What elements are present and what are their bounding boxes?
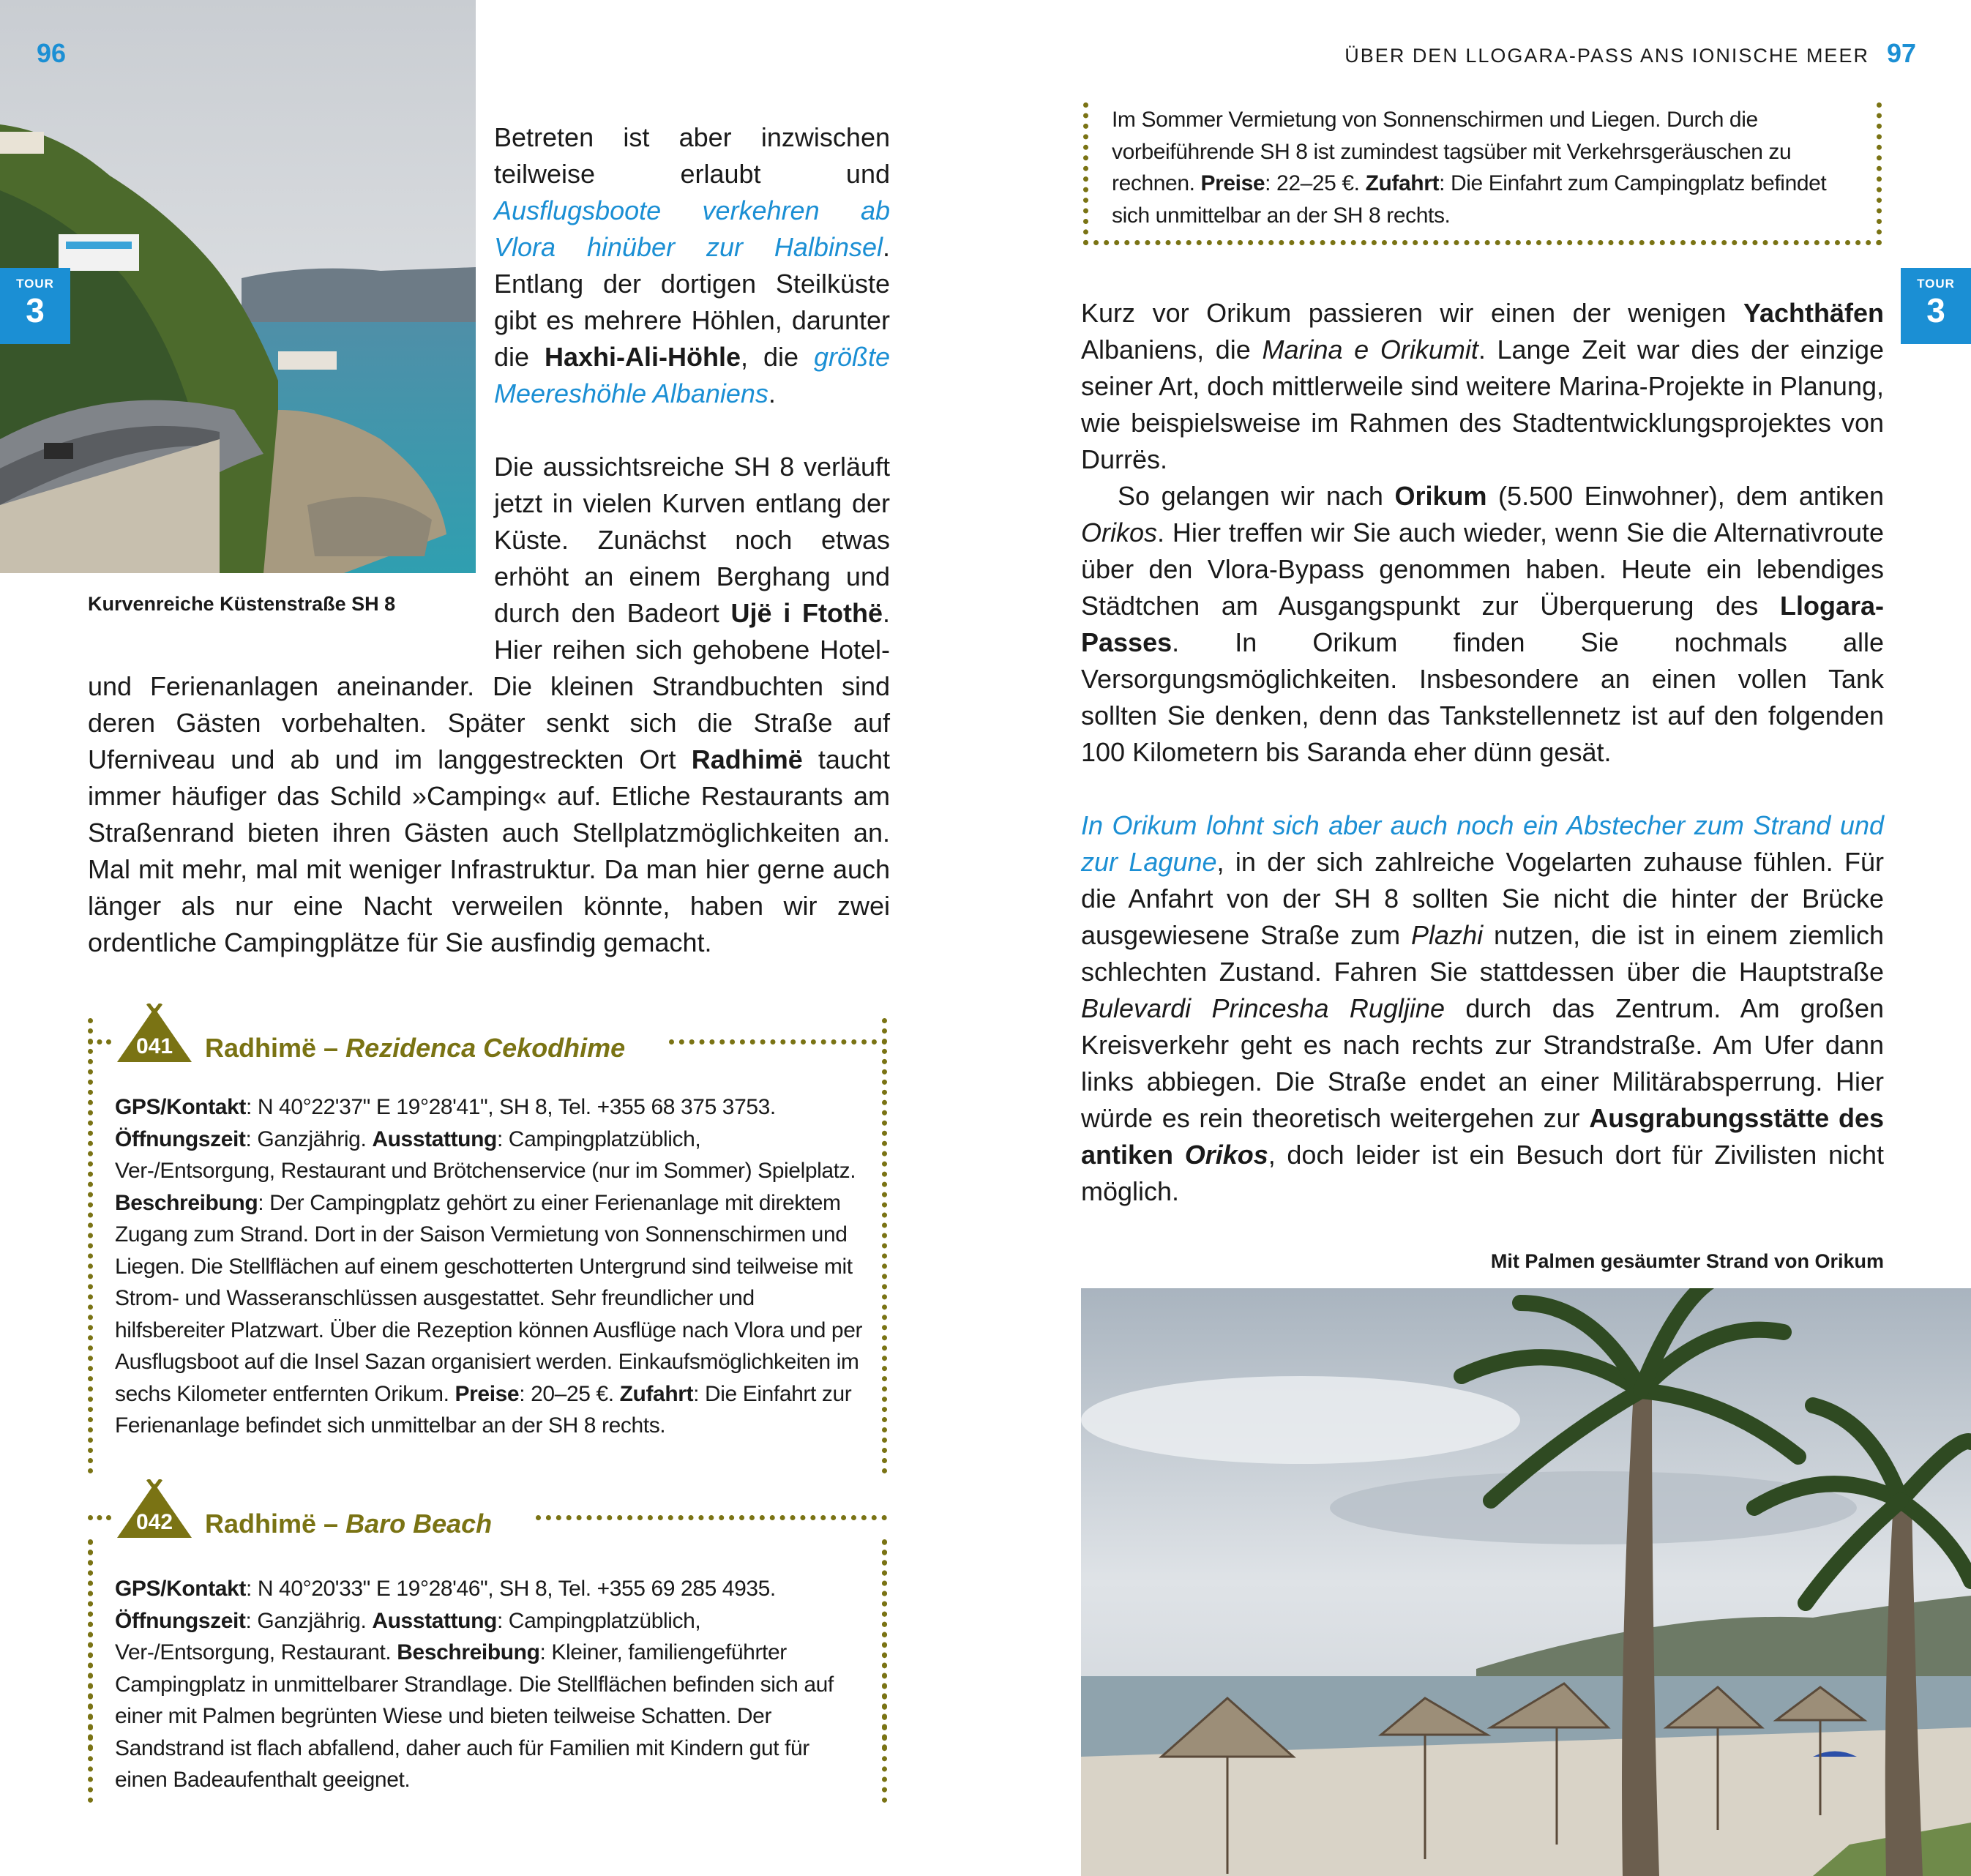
- bold-text: Öffnungszeit: [115, 1608, 246, 1633]
- text-run: : Ganzjährig.: [245, 1608, 373, 1633]
- paragraph: [1081, 807, 1884, 1210]
- beach-palms-photo: [1081, 1288, 1971, 1876]
- text-run: taucht immer häufiger das Schild »Camping« auf. Etliche Restaurants am Straßenrand bieten ihren Gästen auch Stellplatzmöglichkeiten an. Mal mit mehr, mal mit weniger Infrastruktur. Da man hier gerne auch länger als nur eine Nacht verweilen könnte, haben wir zwei ordentliche Campingplätze für Sie ausfindig gemacht.: [88, 744, 891, 957]
- bold-text: Orikos: [1184, 1140, 1268, 1170]
- text-run: durch das Zentrum. Am großen Kreisverkehr geht es nach rechts zur Strandstraße. Am Ufer dann links abbiegen. Die Straße endet an einer Militärabsperrung. Hier würde es rein theoretisch weitergehen zur: [1081, 993, 1885, 1133]
- dotted-border: [536, 1515, 887, 1520]
- text-run: : 22–25 €.: [1265, 171, 1366, 195]
- bold-text: Preise: [455, 1381, 520, 1406]
- text-run: : Der Campingplatz gehört zu einer Ferienanlage mit direktem Zugang zum Strand. Dort in der Saison Vermietung von Sonnenschirmen und Liegen. Die Stellflächen auf einem geschotterten Untergrund sind teilweise mit Strom- und Wasseranschlüssen ausgestattet. Sehr freundlicher und hilfsbereiter Platzwart. Über die Rezeption können Ausflüge nach Vlora und per Ausflugsboot auf die Insel Sazan organisiert werden. Einkaufsmöglichkeiten im sechs Kilometer entfernten Orikum.: [115, 1190, 863, 1406]
- text-run: Betreten ist aber inzwischen teilweise erlaubt und: [494, 122, 890, 189]
- tour-tab-label: TOUR: [16, 277, 54, 291]
- campsite-box-continued: [1083, 102, 1882, 245]
- bold-text: Orikum: [1394, 481, 1487, 511]
- bold-text: Radhimë: [691, 744, 803, 774]
- text-run: Albaniens, die: [1081, 335, 1263, 365]
- text-run: Die aussichtsreiche SH 8 verläuft jetzt in vielen Kurven entlang der Küste. Zunächst noch etwas erhöht an einem Berghang und durch den Badeort: [494, 452, 890, 628]
- dotted-border: [669, 1039, 887, 1044]
- campsite-description: [115, 1091, 864, 1442]
- campsite-name: Rezidenca Cekodhime: [345, 1033, 626, 1063]
- campsite-header: [88, 1473, 887, 1539]
- text-run: : Die Einfahrt zur Ferienanlage befindet sich unmittelbar an der SH 8 rechts.: [115, 1381, 852, 1438]
- bold-text: Ausgrabungsstätte des antiken: [1081, 1103, 1885, 1170]
- tent-icon: [111, 1479, 198, 1539]
- bold-text: Llogara-Passes: [1081, 591, 1884, 657]
- campsite-number: 042: [135, 1510, 173, 1534]
- campsite-name: Baro Beach: [345, 1509, 493, 1539]
- text-run: . Lange Zeit war dies der einzige seiner Art, doch mittlerweile sind weitere Marina-Projekte in Planung, wie beispielsweise im Rahmen des Stadtentwicklungsprojektes von Durrës.: [1081, 335, 1885, 474]
- campsite-description: [115, 1573, 864, 1796]
- text-run: nutzen, die ist in einem ziemlich schlechten Zustand. Fahren Sie stattdessen über die Hauptstraße: [1081, 920, 1884, 987]
- bold-text: Haxhi-Ali-Höhle: [545, 342, 741, 372]
- tour-tab: [0, 268, 70, 344]
- text-run: So gelangen wir nach: [1118, 481, 1395, 511]
- campsite-place: Radhimë: [205, 1033, 317, 1063]
- text-run: : N 40°20'33" E 19°28'46", SH 8, Tel. +355 69 285 4935.: [245, 1577, 776, 1601]
- campsite-description-continued: [1112, 104, 1855, 231]
- italic-text: Bulevardi Princesha Rugljine: [1081, 993, 1445, 1023]
- italic-text: Plazhi: [1411, 920, 1484, 950]
- page-number: 96: [37, 38, 67, 68]
- text-run: , in der sich zahlreiche Vogelarten zuhause fühlen. Für die Anfahrt von der SH 8 sollten Sie nicht die hinter der Brücke ausgewiesene Straße zum: [1081, 847, 1884, 950]
- text-run: . In Orikum finden Sie nochmals alle Versorgungsmöglichkeiten. Insbesondere an einen vollen Tank sollten Sie denken, denn das Tankstellennetz ist auf den folgenden 100 Kilometern bis Saranda eher dünn gesät.: [1081, 627, 1884, 767]
- highlight-text: größte Meereshöhle Albaniens: [494, 342, 891, 408]
- campsite-box-body: [88, 1539, 887, 1803]
- tour-tab-number: 3: [26, 291, 45, 329]
- text-run: : N 40°22'37" E 19°28'41", SH 8, Tel. +355 68 375 3753.: [245, 1095, 776, 1119]
- bold-text: GPS/Kontakt: [115, 1095, 246, 1119]
- beach-palms-illustration: [1081, 1288, 1971, 1876]
- dotted-border: [88, 1039, 111, 1044]
- campsite-box-042: [88, 1473, 887, 1803]
- title-dash: –: [316, 1033, 346, 1063]
- text-run: : Kleiner, familiengeführter Campingplatz in unmittelbarer Strandlage. Die Stellflächen befinden sich auf einer mit Palmen begrünten Wiese und bieten teilweise Schatten. Der Sandstrand ist flach abfallend, daher auch für Familien mit Kindern gut für einen Badeaufenthalt geeignet.: [115, 1640, 834, 1792]
- tour-tab: [1901, 268, 1971, 344]
- text-run: Kurz vor Orikum passieren wir einen der wenigen: [1081, 298, 1743, 328]
- bold-text: Ujë i Ftothë: [730, 598, 883, 628]
- text-run: : Campingplatzüblich, Ver-/Entsorgung, Restaurant und Brötchenservice (nur im Sommer) Spielplatz.: [115, 1126, 856, 1183]
- page-number: 97: [1886, 38, 1916, 68]
- bold-text: Ausstattung: [372, 1608, 497, 1633]
- text-run: . Hier treffen wir Sie auch wieder, wenn Sie die Alternativroute über den Vlora-Bypass genommen haben. Heute ein lebendiges Städtchen am Ausgangspunkt zur Überquerung des: [1081, 517, 1884, 621]
- text-run: Im Sommer Vermietung von Sonnenschirmen und Liegen. Durch die vorbeiführende SH 8 ist zumindest tagsüber mit Verkehrsgeräuschen zu rechnen.: [1112, 108, 1792, 195]
- running-header: [1344, 38, 1916, 69]
- paragraph: [1081, 295, 1884, 478]
- text-run: : 20–25 €.: [519, 1381, 620, 1406]
- campsite-place: Radhimë: [205, 1509, 317, 1539]
- text-run: . Hier reihen sich gehobene Hotel- und Ferienanlagen aneinander. Die kleinen Strandbuchten sind deren Gästen vorbehalten. Später senkt sich die Straße auf Uferniveau und ab und im langgestreckten Ort: [88, 598, 891, 774]
- bold-text: Zufahrt: [619, 1381, 694, 1406]
- bold-text: Zufahrt: [1365, 171, 1440, 195]
- campsite-title: [205, 1033, 625, 1064]
- bold-text: Yachthäfen: [1743, 298, 1884, 328]
- bold-text: Preise: [1200, 171, 1265, 195]
- paragraph: [1081, 478, 1884, 771]
- text-run: : Die Einfahrt zum Campingplatz befindet sich unmittelbar an der SH 8 rechts.: [1112, 171, 1827, 228]
- text-run: : Campingplatzüblich, Ver-/Entsorgung, Restaurant.: [115, 1608, 701, 1664]
- tent-icon: [111, 1004, 198, 1064]
- italic-text: Marina e Orikumit: [1262, 335, 1478, 365]
- text-run: . Entlang der dortigen Steilküste gibt es mehrere Höhlen, darunter die: [494, 232, 890, 372]
- running-header-title: ÜBER DEN LLOGARA-PASS ANS IONISCHE MEER: [1344, 45, 1869, 67]
- bold-text: GPS/Kontakt: [115, 1577, 246, 1601]
- dotted-border: [88, 1515, 111, 1520]
- text-run: (5.500 Einwohner), dem antiken: [1486, 481, 1884, 511]
- text-run: .: [768, 378, 776, 408]
- title-dash: –: [316, 1509, 346, 1539]
- text-run: , doch leider ist ein Besuch dort für Zivilisten nicht möglich.: [1081, 1140, 1884, 1206]
- right-body-text: [1081, 295, 1884, 1210]
- italic-text: Orikos: [1081, 517, 1158, 548]
- photo-caption: Kurvenreiche Küstenstraße SH 8: [88, 593, 396, 615]
- photo-caption: Mit Palmen gesäumter Strand von Orikum: [1490, 1250, 1884, 1272]
- bold-text: Beschreibung: [397, 1640, 540, 1664]
- text-run: , die: [741, 342, 814, 372]
- bold-text: Öffnungszeit: [115, 1126, 246, 1151]
- highlight-text: In Orikum lohnt sich aber auch noch ein Abstecher zum Strand und zur Lagune: [1081, 810, 1884, 877]
- photo-wrap-spacer: [88, 119, 494, 668]
- text-run: : Ganzjährig.: [245, 1126, 373, 1151]
- campsite-number: 041: [135, 1034, 173, 1058]
- tour-tab-number: 3: [1926, 291, 1945, 329]
- campsite-title: [205, 1509, 492, 1539]
- highlight-text: Ausflugsboote verkehren ab Vlora hinüber zur Halbinsel: [494, 195, 890, 262]
- bold-text: Ausstattung: [372, 1126, 497, 1151]
- left-body-text: [88, 119, 890, 961]
- bold-text: Beschreibung: [115, 1190, 258, 1215]
- tour-tab-label: TOUR: [1917, 277, 1955, 291]
